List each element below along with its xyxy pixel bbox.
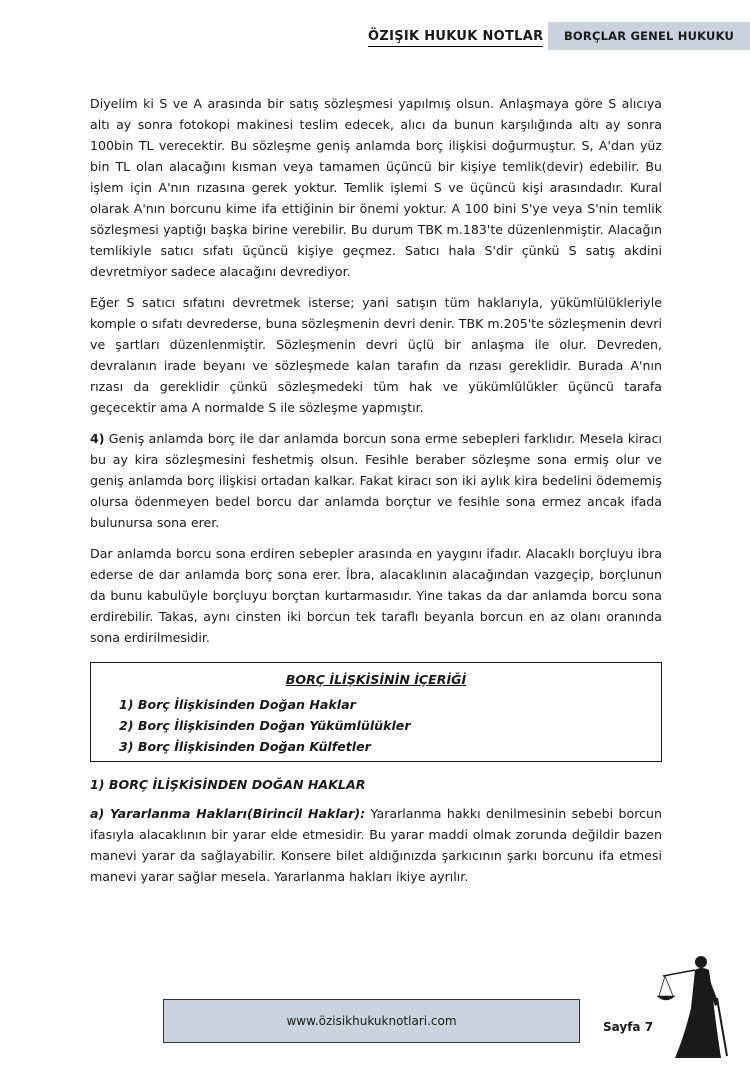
paragraph-4: Dar anlamda borcu sona erdiren sebepler arasında en yaygını ifadır. Alacaklı borçluyu ibra ederse de dar anlamda borç sona erer. İbra, alacaklının alacağından vazgeçip, borçlunun da bunu kabulüyle borçluyu borçtan kurtarmasıdır. Yine takas da dar anlamda borcu sona erdirebilir. Takas, aynı cinsten iki borcun tek taraflı beyanla borcun en az olanı oranında sona erdirilmesidir. (90, 546, 662, 645)
page-number: Sayfa 7 (603, 1020, 654, 1034)
box-title: BORÇ İLİŞKİSİNİN İÇERİĞİ (285, 672, 467, 687)
footer-url[interactable]: www.özisikhukuknotlari.com (286, 1014, 457, 1028)
box-item-3: 3) Borç İlişkisinden Doğan Külfetler (119, 739, 371, 754)
box-list (91, 694, 661, 757)
paragraph-3 (90, 428, 662, 533)
section-tab: BORÇLAR GENEL HUKUKU (548, 22, 750, 50)
paragraph-5 (90, 803, 662, 887)
box-item-1: 1) Borç İlişkisinden Doğan Haklar (119, 697, 356, 712)
footer-url-bar (163, 999, 580, 1043)
page-content (90, 93, 662, 897)
term-label: a) Yararlanma Hakları(Birincil Haklar): (90, 806, 366, 821)
lady-justice-icon (655, 948, 735, 1060)
paragraph-3-number: 4) (90, 431, 105, 446)
paragraph-1: Diyelim ki S ve A arasında bir satış sözleşmesi yapılmış olsun. Anlaşmaya göre S alıcıya altı ay sonra fotokopi makinesi teslim edecek, alıcı da bunun karşılığında altı ay sonra 100bin TL verecektir. Bu sözleşme geniş anlamda borç ilişkisi doğurmuştur. S, A'dan yüz bin TL olan alacağını kısman veya tamamen üçüncü bir kişiye temlik(devir) edebilir. Bu işlem için A'nın rızasına gerek yoktur. Temlik işlemi S ve üçüncü kişi arasındadır. Kural olarak A'nın borcunu kime ifa ettiğinin bir önemi yoktur. A 100 bini S'ye veya S'nin temlik sözleşmesi yaptığı başka birine verebilir. Bu durum TBK m.183'te düzenlenmiştir. Alacağın temlikiyle satıcı sıfatı üçüncü kişiye geçmez. Satıcı hala S'dir çünkü S satış akdini devretmiyor sadece alacağını devrediyor. (90, 96, 662, 279)
box-item-2: 2) Borç İlişkisinden Doğan Yükümlülükler (119, 718, 411, 733)
paragraph-5-text: Yararlanma hakkı denilmesinin sebebi borcun ifasıyla alacaklının bir yarar elde etmesidir. Bu yarar maddi olmak zorunda değildir bazen manevi yarar da sağlayabilir. Konsere bilet aldığınızda şarkıcının şarkı borcunu ifa etmesi manevi yarar sağlar mesela. Yararlanma hakları ikiye ayrılır. (90, 806, 662, 884)
paragraph-2: Eğer S satıcı sıfatını devretmek isterse; yani satışın tüm haklarıyla, yükümlülükleriyle komple o sıfatı devrederse, buna sözleşmenin devri denir. TBK m.205'te sözleşmenin devri ve şartları düzenlenmiştir. Sözleşmenin devri üçlü bir anlaşma ile olur. Devreden, devralanın irade beyanı ve sözleşmede kalan tarafın da rızası gereklidir. Burada A'nın rızası da gereklidir çünkü sözleşmedeki tüm hak ve yükümlülükler üçüncü tarafa geçecektir ama A normalde S ile sözleşme yapmıştır. (90, 295, 662, 415)
paragraph-3-text: Geniş anlamda borç ile dar anlamda borcun sona erme sebepleri farklıdır. Mesela kiracı bu ay kira sözleşmesini feshetmiş olsun. Fesihle beraber sözleşme sona ermiş olur ve geniş anlamda borç ilişkisi ortadan kalkar. Fakat kiracı son iki aylık kira bedelini ödememiş olursa ödenmeyen bedel borcu dar anlamda borçtur ve fesihle sona ermez ancak ifada bulunursa sona erer. (90, 431, 662, 530)
site-title: ÖZIŞIK HUKUK NOTLAR (368, 29, 543, 47)
content-box (90, 662, 662, 762)
section-heading: 1) BORÇ İLİŞKİSİNDEN DOĞAN HAKLAR (90, 777, 366, 792)
